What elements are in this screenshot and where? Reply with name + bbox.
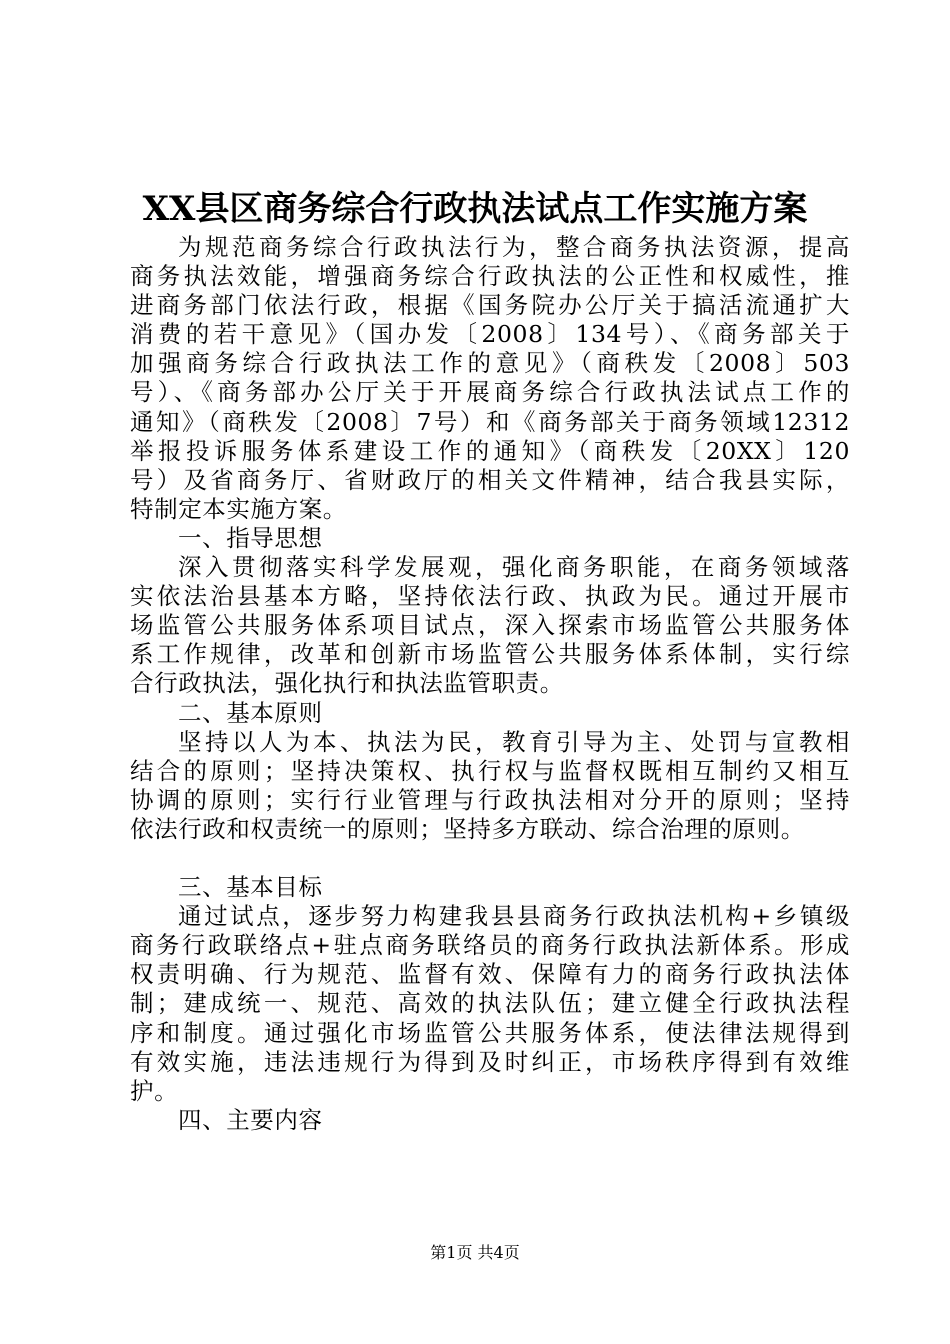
paragraph-line: 通过试点，逐步努力构建我县县商务行政执法机构+乡镇级 [178,902,850,931]
page-footer: 第1页 共4页 [430,1243,520,1262]
paragraph-line: 通知》（商秩发〔2008〕7号）和《商务部关于商务领域12312 [130,407,850,436]
paragraph-line: 结合的原则；坚持决策权、执行权与监督权既相互制约又相互 [130,756,850,785]
section-heading: 一、指导思想 [178,523,323,552]
paragraph-line: 系工作规律，改革和创新市场监管公共服务体系体制，实行综 [130,640,850,669]
paragraph-line: 合行政执法，强化执行和执法监管职责。 [130,669,564,698]
paragraph-line: 进商务部门依法行政，根据《国务院办公厅关于搞活流通扩大 [130,291,850,320]
blank-line [130,844,850,873]
document-body [130,233,850,1135]
paragraph-line: 深入贯彻落实科学发展观，强化商务职能，在商务领域落 [178,553,850,582]
paragraph-line: 场监管公共服务体系项目试点，深入探索市场监管公共服务体 [130,611,850,640]
paragraph-line: 商务行政联络点+驻点商务联络员的商务行政执法新体系。形成 [130,931,850,960]
paragraph-line: 实依法治县基本方略，坚持依法行政、执政为民。通过开展市 [130,582,850,611]
paragraph-line: 为规范商务综合行政执法行为，整合商务执法资源，提高 [178,233,850,261]
paragraph-line: 加强商务综合行政执法工作的意见》（商秩发〔2008〕503 [130,349,850,378]
paragraph-line: 制；建成统一、规范、高效的执法队伍；建立健全行政执法程 [130,989,850,1018]
paragraph-line: 号）及省商务厅、省财政厅的相关文件精神，结合我县实际， [130,465,850,494]
paragraph-line: 商务执法效能，增强商务综合行政执法的公正性和权威性，推 [130,262,850,291]
document-title: XX县区商务综合行政执法试点工作实施方案 [142,189,808,229]
section-heading: 三、基本目标 [178,873,323,902]
paragraph-line: 护。 [130,1076,179,1105]
paragraph-line: 举报投诉服务体系建设工作的通知》（商秩发〔20XX〕120 [130,436,850,465]
paragraph-line: 号）、《商务部办公厅关于开展商务综合行政执法试点工作的 [130,378,850,407]
paragraph-line: 消费的若干意见》（国办发〔2008〕134号）、《商务部关于 [130,320,850,349]
paragraph-line: 坚持以人为本、执法为民，教育引导为主、处罚与宣教相 [178,727,850,756]
paragraph-line: 依法行政和权责统一的原则；坚持多方联动、综合治理的原则。 [130,814,805,843]
paragraph-line: 协调的原则；实行行业管理与行政执法相对分开的原则；坚持 [130,785,850,814]
paragraph-line: 有效实施，违法违规行为得到及时纠正，市场秩序得到有效维 [130,1047,850,1076]
paragraph-line: 特制定本实施方案。 [130,494,347,523]
paragraph-line: 序和制度。通过强化市场监管公共服务体系，使法律法规得到 [130,1018,850,1047]
section-heading: 四、主要内容 [178,1105,323,1134]
section-heading: 二、基本原则 [178,698,323,727]
paragraph-line: 权责明确、行为规范、监督有效、保障有力的商务行政执法体 [130,960,850,989]
